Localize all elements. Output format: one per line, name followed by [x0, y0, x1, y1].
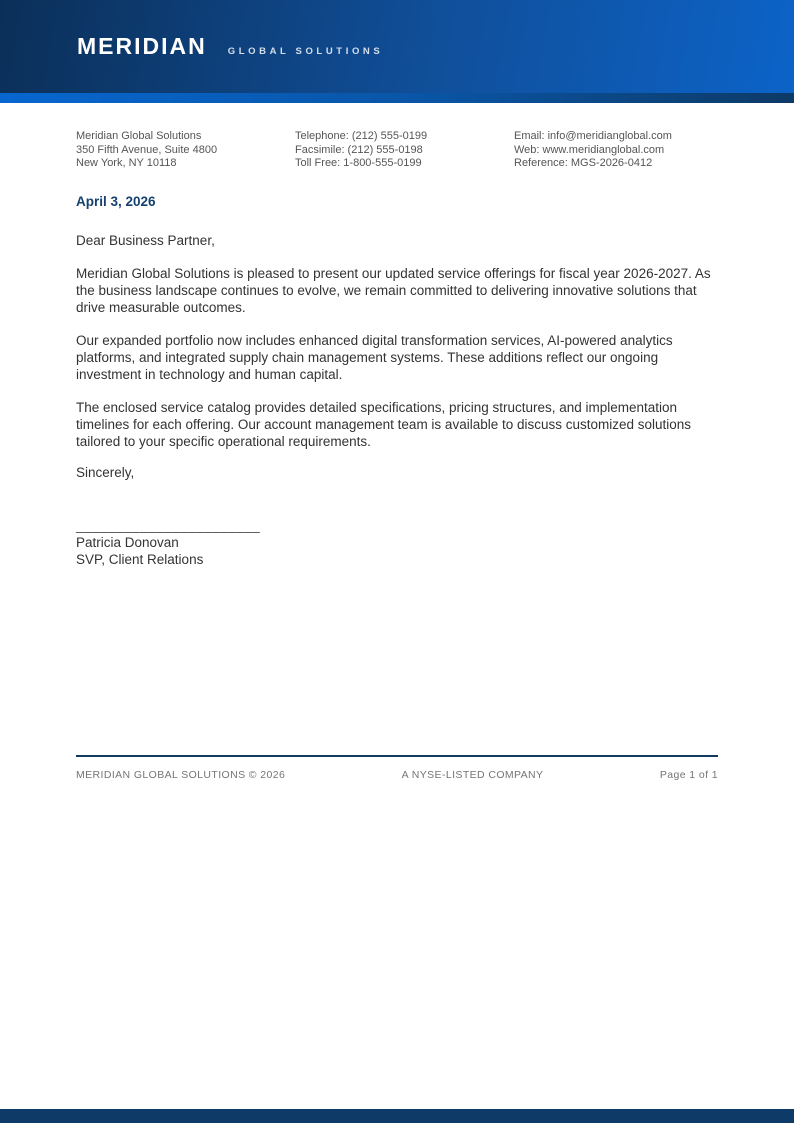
signer-name: Patricia Donovan [76, 534, 179, 550]
brand-logo [77, 33, 383, 60]
header-banner [0, 0, 794, 93]
closing: Sincerely, [76, 464, 135, 480]
tollfree-line: Toll Free: 1-800-555-0199 [295, 157, 422, 169]
letter-content [0, 130, 794, 568]
web-line: Web: www.meridianglobal.com [514, 143, 665, 156]
city-state-zip: New York, NY 10118 [76, 157, 177, 169]
street-address: 350 Fifth Avenue, Suite 4800 [76, 143, 218, 156]
footer-page-number: Page 1 of 1 [659, 769, 718, 781]
facsimile-line: Facsimile: (212) 555-0198 [295, 143, 423, 156]
paragraph-3: The enclosed service catalog provides detailed specifications, pricing structures, and implementation timelines for each offering. Our account management team is available to discuss customized solutions tailored to your specific operational requirements. [76, 399, 692, 449]
page-footer [76, 755, 718, 781]
bottom-accent-bar [0, 1109, 794, 1123]
footer-company-status: A NYSE-LISTED COMPANY [401, 769, 544, 781]
phone-column [295, 130, 514, 171]
telephone-line: Telephone: (212) 555-0199 [295, 130, 428, 142]
salutation: Dear Business Partner, [76, 232, 215, 248]
letterhead-contact-block [76, 130, 718, 171]
signer-title: SVP, Client Relations [76, 551, 204, 567]
online-column [514, 130, 672, 171]
email-line: Email: info@meridianglobal.com [514, 130, 672, 142]
header-accent-strip [0, 93, 794, 103]
company-name: Meridian Global Solutions [76, 130, 202, 142]
signature-line: _______________________ [76, 517, 261, 533]
brand-name: MERIDIAN [77, 33, 207, 59]
paragraph-2: Our expanded portfolio now includes enhanced digital transformation services, AI-powered analytics platforms, and integrated supply chain management systems. These additions reflect our ongoing investment in technology and human capital. [76, 332, 673, 382]
address-column [76, 130, 295, 171]
paragraph-1: Meridian Global Solutions is pleased to present our updated service offerings for fiscal year 2026-2027. As the business landscape continues to evolve, we remain committed to delivering innovative solutions that drive measurable outcomes. [76, 265, 711, 315]
brand-tagline: GLOBAL SOLUTIONS [227, 46, 384, 57]
letter-date: April 3, 2026 [76, 193, 156, 209]
reference-line: Reference: MGS-2026-0412 [514, 157, 653, 169]
footer-copyright: MERIDIAN GLOBAL SOLUTIONS © 2026 [76, 769, 286, 781]
